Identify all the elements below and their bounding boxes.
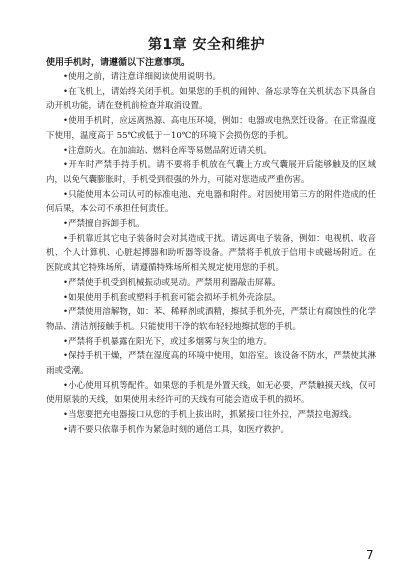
safety-item: •开车时严禁手持手机。请不要将手机放在气囊上方或气囊展开后能够触及的区域内，以免气囊膨胀时，手机受到很强的外力，可能对您造成严重伤害。: [46, 160, 376, 185]
safety-item: •严禁擅自拆卸手机。: [63, 219, 145, 230]
safety-item: •保持手机干燥，严禁在湿度高的环境中使用，如浴室。该设备不防水，严禁使其淋雨或受潮。: [46, 351, 376, 377]
page-number: 7: [366, 548, 374, 562]
safety-item: •请不要只依靠手机作为紧急时刻的通信工具，如医疗救护。: [63, 424, 290, 435]
safety-list: [46, 70, 376, 438]
safety-item: •严禁使用溶解物，如：苯、稀释剂或酒精，擦拭手机外壳，严禁让有腐蚀性的化学物品、清洁剂接触手机。只能使用干净的软布轻轻地擦拭您的手机。: [46, 307, 376, 332]
intro-note: 使用手机时，请遵循以下注意事项。: [46, 58, 191, 68]
safety-item: •只能使用本公司认可的标准电池、充电器和附件。对因使用第三方的附件造成的任何后果，本公司不承担任何责任。: [46, 189, 376, 215]
safety-item: •注意防火。在加油站、燃料仓库等易燃品附近请关机。: [63, 145, 273, 156]
safety-item: •使用手机时，应远离热源、高电压环境，例如：电器或电热烹饪设备。在正常温度下使用，温度高于 55℃或低于－10℃的环境下会损伤您的手机。: [46, 116, 376, 141]
safety-item: •小心使用耳机等配件。如果您的手机是外置天线，如无必要，严禁触摸天线，仅可使用原装的天线，如果使用未经许可的天线有可能会造成手机的损坏。: [46, 380, 376, 406]
chapter-title: 第1章 安全和维护: [147, 37, 266, 53]
safety-item: •如果使用手机套或塑料手机套可能会损坏手机外壳涂层。: [63, 292, 281, 303]
safety-item: •当您要把充电器接口从您的手机上拔出时，抓紧接口往外拉，严禁拉电源线。: [63, 410, 358, 421]
safety-item: •使用之前，请注意详细阅读使用说明书。: [63, 72, 222, 82]
safety-item: •严禁将手机暴露在阳光下，或过多烟雾与灰尘的地方。: [63, 336, 273, 347]
safety-item: •严禁使手机受到机械振动或晃动。严禁用利器敲击屏幕。: [63, 277, 281, 288]
safety-item: •手机靠近其它电子装备时会对其造成干扰。请远离电子装备，例如：电视机、收音机、个人计算机、心脏起搏器和助听器等设备。严禁将手机放于信用卡或磁场附近。在医院或其它特殊场所，请遵循特殊场所相关规定使用您的手机。: [46, 233, 376, 274]
safety-item: •在飞机上，请始终关闭手机。如果您的手机的闹钟、备忘录等在关机状态下具备自动开机功能，请在登机前检查并取消设置。: [46, 86, 376, 112]
